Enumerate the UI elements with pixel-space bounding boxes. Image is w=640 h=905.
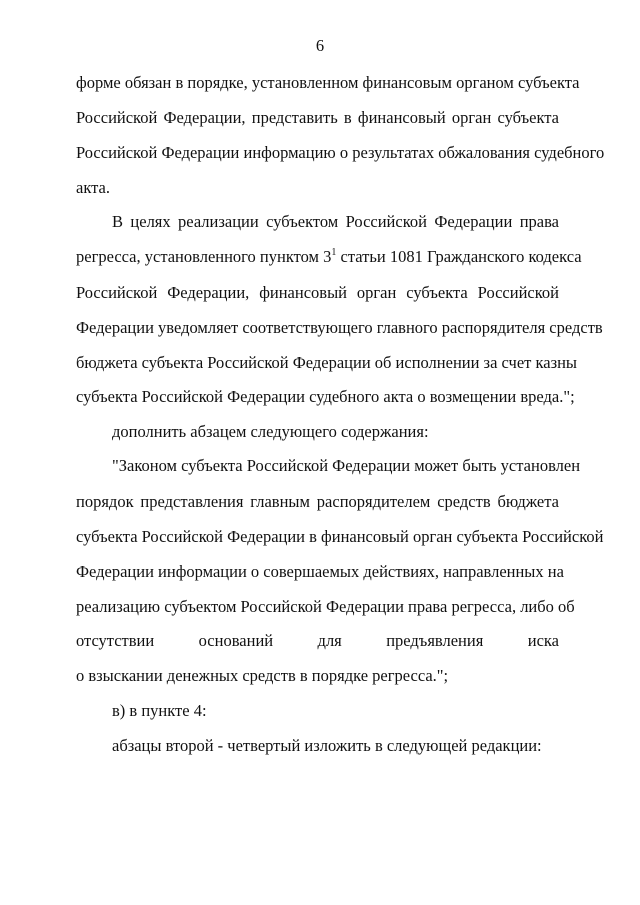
- paragraph-1-line-2: Российской Федерации, представить в финансовый орган субъекта: [76, 108, 559, 127]
- paragraph-2-line-2: [76, 247, 582, 267]
- paragraph-2-line-5: бюджета субъекта Российской Федерации об исполнении за счет казны: [76, 353, 578, 372]
- paragraph-4-line-4: Федерации информации о совершаемых действиях, направленных на: [76, 562, 564, 581]
- paragraph-5-line-1: в) в пункте 4:: [112, 701, 207, 720]
- paragraph-2-line-3: Российской Федерации, финансовый орган субъекта Российской: [76, 283, 559, 302]
- paragraph-4-line-5: реализацию субъектом Российской Федерации права регресса, либо об: [76, 597, 575, 616]
- superscript-1: 1: [331, 247, 337, 258]
- paragraph-4-line-1: "Законом субъекта Российской Федерации может быть установлен: [112, 456, 581, 475]
- paragraph-4-line-7: о взыскании денежных средств в порядке регресса.";: [76, 666, 449, 685]
- paragraph-4-line-3: субъекта Российской Федерации в финансовый орган субъекта Российской: [76, 527, 604, 546]
- paragraph-6-line-1: абзацы второй - четвертый изложить в следующей редакции:: [112, 736, 542, 755]
- paragraph-2-line-6: субъекта Российской Федерации судебного акта о возмещении вреда.";: [76, 387, 575, 406]
- paragraph-2-line-4: Федерации уведомляет соответствующего главного распорядителя средств: [76, 318, 603, 337]
- paragraph-2-line-1: В целях реализации субъектом Российской Федерации права: [112, 212, 559, 231]
- paragraph-4-line-2: порядок представления главным распорядителем средств бюджета: [76, 492, 559, 511]
- paragraph-4-line-6: отсутствии оснований для предъявления иска: [76, 631, 559, 650]
- paragraph-2-line-2-after: статьи 1081 Гражданского кодекса: [336, 247, 582, 266]
- paragraph-2-line-2-before: регресса, установленного пунктом 3: [76, 247, 332, 266]
- paragraph-1-line-3: Российской Федерации информацию о результатах обжалования судебного: [76, 143, 605, 162]
- paragraph-1-line-4: акта.: [76, 178, 110, 197]
- paragraph-1-line-1: форме обязан в порядке, установленном финансовым органом субъекта: [76, 73, 580, 92]
- paragraph-3-line-1: дополнить абзацем следующего содержания:: [112, 422, 429, 441]
- page-number: 6: [315, 36, 325, 55]
